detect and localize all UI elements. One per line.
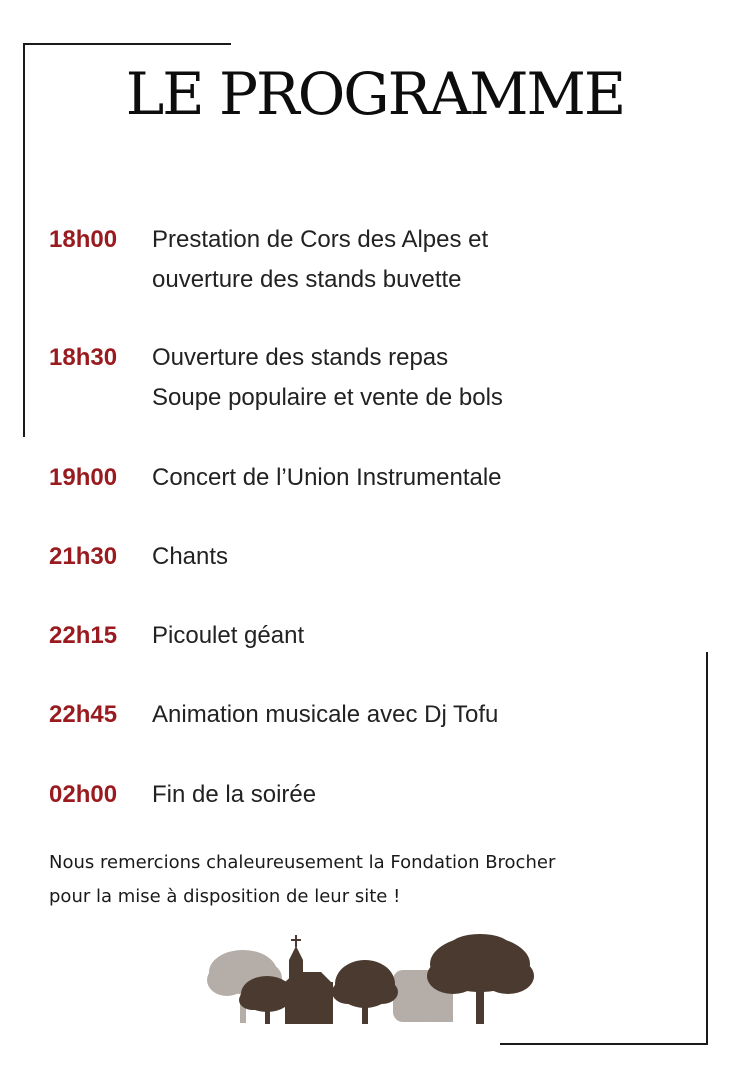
schedule-time: 02h00 <box>49 781 118 808</box>
schedule-description <box>152 616 304 656</box>
description-line: Concert de l’Union Instrumentale <box>152 464 502 491</box>
description-line: Picoulet géant <box>152 622 305 649</box>
page-title: LE PROGRAMME <box>125 60 625 128</box>
description-line: Prestation de Cors des Alpes et <box>152 226 489 253</box>
description-line: Ouverture des stands repas <box>152 344 449 371</box>
thanks-line: pour la mise à disposition de leur site ! <box>49 886 401 907</box>
small-tree-icon <box>239 976 293 1024</box>
frame-bottom-line <box>500 1043 708 1045</box>
chapel-icon <box>285 935 333 1024</box>
description-line: Animation musicale avec Dj Tofu <box>152 701 499 728</box>
schedule-time: 19h00 <box>49 464 118 491</box>
frame-top-line <box>23 43 231 45</box>
description-line: Chants <box>152 543 229 570</box>
schedule-description <box>152 537 228 577</box>
trees-and-chapel-illustration <box>205 932 535 1027</box>
schedule-description <box>152 338 503 418</box>
description-line: ouverture des stands buvette <box>152 266 462 293</box>
medium-tree-icon <box>332 960 398 1024</box>
schedule-description <box>152 775 316 815</box>
description-line: Soupe populaire et vente de bols <box>152 384 503 411</box>
schedule-description <box>152 695 498 735</box>
thanks-line: Nous remercions chaleureusement la Fondation Brocher <box>49 852 556 873</box>
thanks-message <box>49 846 699 914</box>
schedule-description <box>152 458 502 498</box>
schedule-time: 18h30 <box>49 344 118 371</box>
schedule-time: 21h30 <box>49 543 118 570</box>
schedule-description <box>152 220 488 300</box>
description-line: Fin de la soirée <box>152 781 317 808</box>
schedule-time: 22h45 <box>49 701 118 728</box>
frame-right-line <box>706 652 708 1045</box>
schedule-time: 22h15 <box>49 622 118 649</box>
schedule-time: 18h00 <box>49 226 118 253</box>
